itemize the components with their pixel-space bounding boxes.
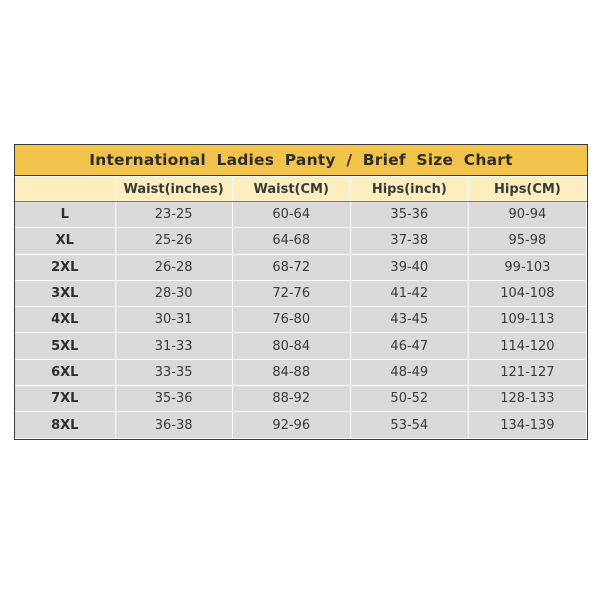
waist-cm-cell: 76-80 [232, 307, 350, 333]
hips-inch-cell: 39-40 [350, 254, 468, 280]
waist-inches-cell: 36-38 [115, 412, 232, 438]
hips-inch-cell: 46-47 [350, 333, 468, 359]
waist-cm-cell: 64-68 [232, 228, 350, 254]
header-waist-cm: Waist(CM) [232, 177, 350, 202]
hips-inch-cell: 35-36 [350, 202, 468, 228]
chart-title: International Ladies Panty / Brief Size Chart [15, 145, 587, 176]
table-row [15, 202, 587, 228]
waist-cm-cell: 60-64 [232, 202, 350, 228]
hips-cm-cell: 99-103 [468, 254, 586, 280]
hips-cm-cell: 109-113 [468, 307, 586, 333]
waist-inches-cell: 25-26 [115, 228, 232, 254]
waist-cm-cell: 88-92 [232, 386, 350, 412]
hips-cm-cell: 104-108 [468, 280, 586, 306]
size-table [15, 176, 587, 439]
hips-cm-cell: 95-98 [468, 228, 586, 254]
table-row [15, 307, 587, 333]
waist-cm-cell: 68-72 [232, 254, 350, 280]
waist-inches-cell: 26-28 [115, 254, 232, 280]
header-row [15, 177, 587, 202]
waist-cm-cell: 92-96 [232, 412, 350, 438]
size-cell: 4XL [15, 307, 115, 333]
hips-inch-cell: 48-49 [350, 359, 468, 385]
waist-inches-cell: 31-33 [115, 333, 232, 359]
size-cell: 7XL [15, 386, 115, 412]
size-cell: 6XL [15, 359, 115, 385]
waist-cm-cell: 72-76 [232, 280, 350, 306]
hips-inch-cell: 43-45 [350, 307, 468, 333]
size-chart [14, 144, 588, 440]
waist-inches-cell: 23-25 [115, 202, 232, 228]
size-cell: L [15, 202, 115, 228]
table-row [15, 412, 587, 438]
hips-inch-cell: 53-54 [350, 412, 468, 438]
waist-inches-cell: 35-36 [115, 386, 232, 412]
hips-cm-cell: 128-133 [468, 386, 586, 412]
waist-cm-cell: 80-84 [232, 333, 350, 359]
hips-cm-cell: 90-94 [468, 202, 586, 228]
table-row [15, 280, 587, 306]
size-cell: 5XL [15, 333, 115, 359]
table-row [15, 254, 587, 280]
header-hips-cm: Hips(CM) [468, 177, 586, 202]
table-row [15, 228, 587, 254]
size-cell: XL [15, 228, 115, 254]
waist-inches-cell: 33-35 [115, 359, 232, 385]
hips-inch-cell: 50-52 [350, 386, 468, 412]
waist-inches-cell: 28-30 [115, 280, 232, 306]
header-size [15, 177, 115, 202]
header-waist-inches: Waist(inches) [115, 177, 232, 202]
waist-cm-cell: 84-88 [232, 359, 350, 385]
table-row [15, 333, 587, 359]
size-cell: 8XL [15, 412, 115, 438]
header-hips-inch: Hips(inch) [350, 177, 468, 202]
table-row [15, 386, 587, 412]
hips-cm-cell: 114-120 [468, 333, 586, 359]
hips-inch-cell: 37-38 [350, 228, 468, 254]
hips-inch-cell: 41-42 [350, 280, 468, 306]
table-row [15, 359, 587, 385]
hips-cm-cell: 121-127 [468, 359, 586, 385]
size-cell: 2XL [15, 254, 115, 280]
size-cell: 3XL [15, 280, 115, 306]
waist-inches-cell: 30-31 [115, 307, 232, 333]
hips-cm-cell: 134-139 [468, 412, 586, 438]
